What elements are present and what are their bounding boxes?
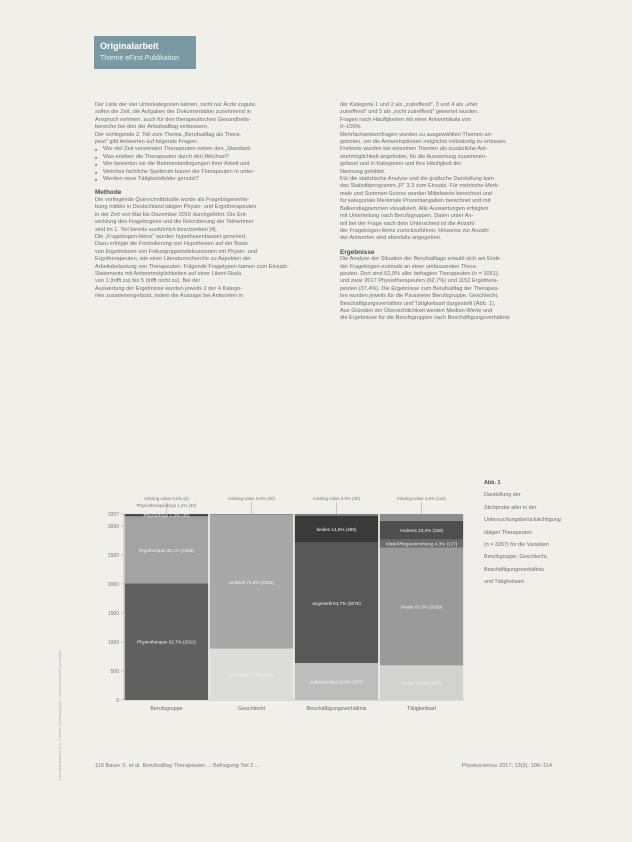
text-line: gefasst und in Kategorien und ihre Häufigkeit der <box>340 161 462 168</box>
segment-label: beides 14,5% (465) <box>316 527 357 533</box>
question-item: ■ Was erleben die Therapeuten durch den Wechsel? <box>103 154 311 161</box>
caption-line: (n = 3207) für die Variablen <box>484 541 550 548</box>
question-item: ■ Wie viel Zeit verwenden Therapeuten neben den „Standard- <box>103 146 311 153</box>
y-tick-label: 1500 <box>107 611 119 618</box>
segment-label: Praxis 63,3% (2029) <box>400 604 443 610</box>
section-title: Originalarbeit <box>100 41 159 51</box>
text-line: das Statistikprogramm „R“ 3.3 zum Einsatz. Für metrische Merk- <box>340 183 500 190</box>
caption-line: Beschäftigungsverhältnis <box>484 566 544 573</box>
category-label: Tätigkeitsart <box>406 706 437 712</box>
text-line: peut“ gibt Antworten auf folgende Fragen: <box>95 139 198 146</box>
text-line: Auswertung der Ergebnisse wurden jeweils 2 der 4 Katego- <box>95 285 243 292</box>
missing-value-label: missing value 0,2% (6) <box>144 496 189 501</box>
text-line: für kategoriale Merkmale Prozentangaben berechnet und mit <box>340 198 491 205</box>
text-line: bereiche bei den der Arbeitsalltag verbessern. <box>95 124 209 131</box>
bar-segment <box>295 514 378 516</box>
caption-line: Darstellung der <box>484 492 521 499</box>
section-header <box>94 36 196 69</box>
methods-text <box>95 197 311 301</box>
text-line: Statements mit Antwortmöglichkeiten auf einer Likert-Skala <box>95 270 242 277</box>
caption-title: Abb. 1 <box>484 480 501 486</box>
text-line: ten wurden jeweils für die Parameter Berufsgruppe, Geschlecht, <box>340 293 499 300</box>
text-line: Fragen nach Häufigkeiten mit einer Antwortskala von <box>340 116 471 123</box>
segment-label: Praxis 18,6% (597) <box>401 680 442 686</box>
section-subtitle: Thieme eFirst Publikation <box>100 55 179 62</box>
text-line: Balkendiagrammen visualisiert. Alle Auswertungen erfolgten <box>340 205 489 212</box>
text-line: Nennung gebildet. <box>340 168 386 175</box>
text-line: Ergotherapeuten, wie einer Literaturrecherche zu Aspekten der <box>95 256 251 263</box>
text-line: Anspruch nehmen, auch für den therapeutischen Gesundheits- <box>95 116 251 123</box>
text-line: Für die statistische Analyse und die grafische Darstellung kam <box>340 176 494 183</box>
text-line: geboten, um die Antwortoptionen möglichst vollständig zu erfassen. <box>340 139 507 146</box>
right-text <box>340 102 550 243</box>
text-line: Mehrfachantwortfragen wurden zu ausgewählten Themen an- <box>340 131 493 138</box>
extra-top-label: Physiotherapie/Ergo 1,2% (40) <box>136 503 197 508</box>
text-line: teil bei der Frage nach dem Unterschied ist die Anzahl <box>340 220 475 227</box>
text-line: peuten. Dort sind 62,9% aller befragten Therapeuten (n = 1051), <box>340 270 500 277</box>
caption-line: Untersuchungsberücksichtigung <box>484 517 561 524</box>
text-line: der Fragebogen erstmals an einer umfassenden Thera- <box>340 263 478 270</box>
methods-heading: Methode <box>95 189 122 197</box>
footer-citation: 110 Bauer S. et al. Berufsalltag Therapeuten ... Befragung Teil 2 ... <box>95 763 260 769</box>
caption-line: Stichprobe aller in der <box>484 504 537 511</box>
caption-line: tätigen Therapeuten <box>484 529 533 536</box>
text-line: Der Liste der vier Unterkategorien kämen, nicht nur Ärzte zugute. <box>95 102 257 108</box>
missing-value-label: missing value 3,6% (116) <box>397 496 446 501</box>
category-label: Geschlecht <box>238 706 265 712</box>
text-line: und zwar 2017 Physiotherapeuten (62,7%) und 1152 Ergothera- <box>340 278 499 285</box>
text-line: wortmöglichkeit angeboten, für die Auswertung zusammen- <box>340 153 487 160</box>
text-line: Arbeitsbelastung von Therapeuten. Folgende Fragetypen kamen zum Einsatz: <box>95 263 289 270</box>
text-line: rien zusammengefasst, indem die Aussage bei Antworten in <box>95 293 244 300</box>
caption-text <box>484 492 561 586</box>
segment-label: Klinik/Pflegeeinrichtung 4,3% (137) <box>385 541 458 547</box>
text-line: von 1 (trifft zu) bis 5 (trifft nicht zu). Bei der <box>95 278 201 285</box>
bar-segment <box>210 514 293 515</box>
segment-label: Physiotherapie 62,7% (2011) <box>137 639 196 645</box>
y-tick-label: 3207 <box>107 512 119 518</box>
side-watermark-text: Heruntergeladen von: Thieme Verlagsgruppe. Urheberrechtlich geschützt. <box>57 649 62 780</box>
text-line: 0–100%. <box>340 124 363 131</box>
text-line: die Ergebnisse für die Berufsgruppen nach Beschäftigungsverhältnis <box>340 315 510 322</box>
text-line: der Antworten sind ebenfalls angegeben. <box>340 235 442 242</box>
text-line: peuten (37,4%). Die Ergebnisse zum Berufsalltag der Therapeu- <box>340 285 500 292</box>
right-column <box>340 102 550 323</box>
text-line: male und Summen-Scores wurden Mittelwerte berechnet und <box>340 190 493 197</box>
text-line: in der Zeit von Mai bis Dezember 2016 durchgeführt. Die Ent- <box>95 211 248 218</box>
y-tick-label: 3000 <box>107 524 119 531</box>
left-intro <box>95 102 311 146</box>
missing-value-label: missing value 0,9% (29) <box>313 496 360 501</box>
bar-segment <box>380 514 463 521</box>
category-label: Beschäftigungsverhältnis <box>306 706 367 712</box>
question-list <box>95 146 311 183</box>
segment-label: weiblich 71,8% (2302) <box>228 579 275 585</box>
text-line: der Fragebogen-Items zurückzuführen. Hinweise zur Anzahl <box>340 227 489 234</box>
missing-value-label: missing value 0,6% (20) <box>228 496 275 501</box>
text-line: wicklung des Fragebogens und die Rekrutierung der Teilnehmer <box>95 219 254 226</box>
caption-line: und Tätigkeitsart. <box>484 579 526 586</box>
results-text <box>340 256 550 323</box>
y-tick-label: 2500 <box>107 553 119 560</box>
footer-journal: Physioscience 2017; 13(3): 106–114 <box>461 763 552 769</box>
question-item: ■ Welches fachliche Spektrum bauen die Therapeuten in unter- <box>103 169 311 176</box>
text-line: bung mittels in Deutschland tätigen Physio- und Ergotherapeuten <box>95 204 257 211</box>
text-line: Beschäftigungsverhältnis und Tätigkeitsart dargestellt (Abb. 1). <box>340 300 496 307</box>
segment-label: selbstständig 19,9% (637) <box>309 679 364 685</box>
segment-label: männlich 27,7% (885) <box>229 672 274 678</box>
left-column <box>95 102 311 301</box>
text-line: von Ergebnissen von Fokusgruppendiskussionen mit Physio- und <box>95 248 258 255</box>
segment-label: Physio/Ergo 1,2% (40) <box>143 513 190 519</box>
text-line: Die „Fragebogen-Items“ wurden hypothesenbasiert generiert. <box>95 233 247 240</box>
question-item: ■ Wie bewerten sie die Rahmenbedingungen ihrer Arbeit und <box>103 161 311 168</box>
text-line: sollen die Zeit, die Aufgaben der Dokumentation zunehmend in <box>95 109 251 116</box>
text-line: mit Unterteilung nach Berufsgruppen. Daten unter An- <box>340 213 474 220</box>
text-line: Aus Gründen der Übersichtlichkeit werden Median-Werte und <box>340 307 493 314</box>
text-line: Freitexte wurden bei einzelnen Themen als zusätzliche Ant- <box>340 146 488 153</box>
y-tick-label: 0 <box>116 698 119 704</box>
category-label: Berufsgruppe <box>150 706 183 712</box>
y-tick-label: 1000 <box>107 640 119 647</box>
stacked-bar-chart <box>94 490 474 740</box>
segment-label: Ergotherapie 36,1% (1156) <box>139 547 194 553</box>
caption-line: Berufsgruppe, Geschlecht, <box>484 554 548 561</box>
figure-caption <box>484 480 561 592</box>
y-tick-label: 500 <box>110 669 119 676</box>
results-heading: Ergebnisse <box>340 248 375 256</box>
text-line: Die Analyse der Situation der Berufsalltags erlaubt sich am Ende <box>340 256 501 263</box>
segment-label: angestellt 64,7% (2076) <box>312 600 361 606</box>
text-line: zutreffend“ und 5 als „nicht zutreffend“ gewertet wurden. <box>340 109 479 116</box>
question-item: ■ Werden neue Tätigkeitsfelder genutzt? <box>103 176 311 183</box>
side-watermark <box>57 90 65 780</box>
y-tick-label: 2000 <box>107 582 119 589</box>
text-line: Der vorliegende 2. Teil zum Thema „Berufsalltag als Thera- <box>95 131 242 138</box>
segment-label: Anderes 10,2% (328) <box>399 528 444 534</box>
text-line: Die vorliegende Querschnittstudie wurde als Fragebogenerhe- <box>95 196 250 203</box>
text-line: der Kategorie 1 und 2 als „zutreffend“, 3 und 4 als „eher <box>340 102 478 108</box>
text-line: sind im 1. Teil bereits ausführlich beschrieben [4]. <box>95 226 218 233</box>
text-line: Dazu erfolgte die Formulierung von Hypothesen auf der Basis <box>95 241 248 248</box>
